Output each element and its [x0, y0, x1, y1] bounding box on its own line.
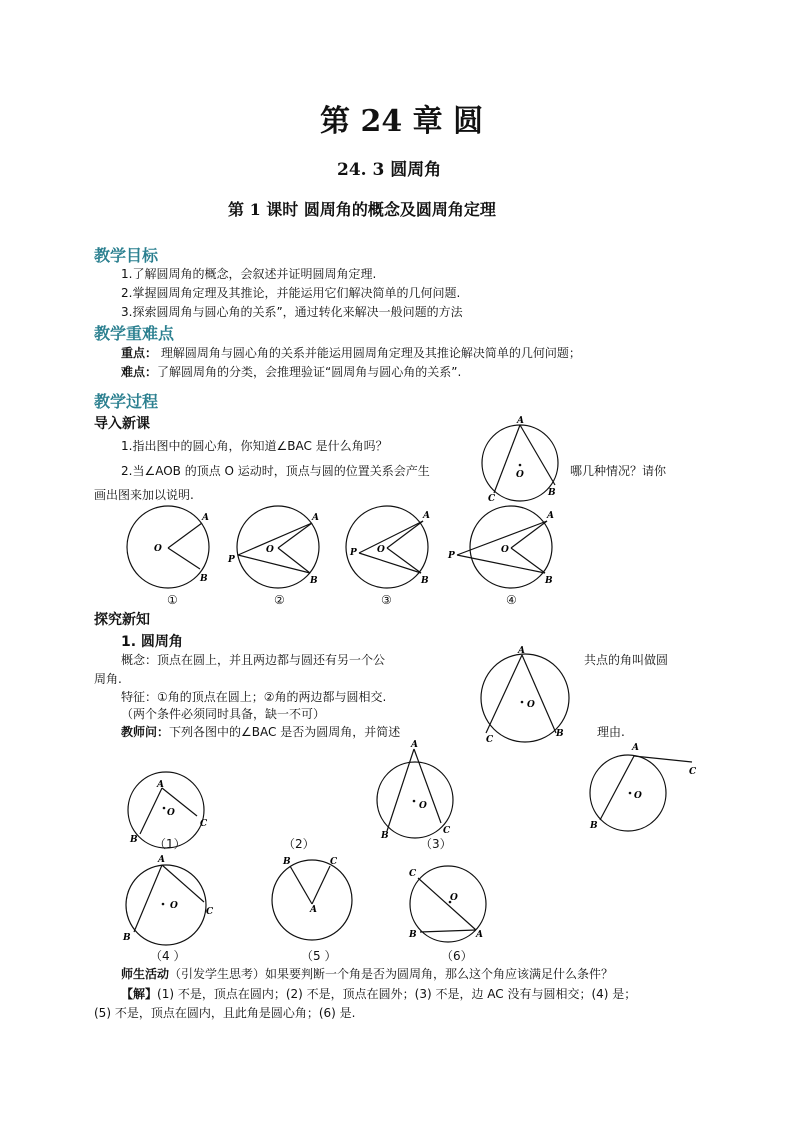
point-label: C: [488, 494, 496, 504]
chapter-title: 第 24 章 圆: [320, 104, 484, 139]
point-label: C: [206, 907, 214, 917]
teacher-question: [121, 724, 400, 740]
point-label: B: [409, 930, 417, 940]
question-caption: （6）: [441, 949, 473, 963]
point-label: B: [130, 835, 138, 845]
point-label: O: [450, 893, 458, 903]
point-label: O: [501, 545, 509, 555]
hard-label: 难点：: [121, 365, 158, 379]
question-figure-6: [400, 862, 500, 952]
question-1: 1.指出图中的圆心角，你知道∠BAC 是什么角吗？: [121, 439, 388, 453]
point-label: A: [310, 905, 317, 915]
figure-1: [124, 505, 224, 595]
hard-point-line: [121, 364, 461, 380]
figure-caption: ④: [506, 593, 517, 607]
question-caption: （5 ）: [301, 949, 337, 963]
point-label: A: [423, 511, 430, 521]
point-label: O: [167, 808, 175, 818]
point-label: A: [158, 855, 165, 865]
point-label: O: [154, 544, 162, 554]
question-caption: （3）: [420, 837, 452, 851]
section-title: 24. 3 圆周角: [337, 160, 442, 180]
point-label: O: [377, 545, 385, 555]
point-label: C: [689, 767, 697, 777]
point-label: A: [157, 780, 164, 790]
lesson-title: 第 1 课时 圆周角的概念及圆周角定理: [228, 200, 496, 219]
point-label: A: [517, 416, 524, 426]
point-label: C: [409, 869, 417, 879]
note-text: （两个条件必须同时具备，缺一不可）: [121, 707, 326, 721]
point-label: C: [200, 819, 208, 829]
intro-heading: 导入新课: [94, 416, 150, 432]
answer-text: (1) 不是，顶点在圆内；(2) 不是，顶点在圆外；(3) 不是，边 AC 没有与圆相交；(4) 是；: [157, 987, 637, 1001]
point-label: B: [310, 576, 318, 586]
process-heading: 教学过程: [94, 392, 159, 411]
point-label: O: [419, 801, 427, 811]
figure-caption: ②: [274, 593, 285, 607]
question-figure-3b: [585, 740, 695, 835]
point-label: B: [556, 729, 564, 739]
answer-line-2: (5) 不是，顶点在圆内，且此角是圆心角；(6) 是.: [94, 1006, 356, 1020]
point-label: B: [421, 576, 429, 586]
question-2-part-c: 画出图来加以说明.: [94, 488, 194, 502]
figure-caption: ①: [167, 593, 178, 607]
point-label: A: [411, 740, 418, 750]
point-label: C: [443, 826, 451, 836]
point-label: B: [548, 488, 556, 498]
hard-text: 了解圆周角的分类，会推理验证“圆周角与圆心角的关系”.: [157, 365, 462, 379]
activity-line: [121, 966, 613, 982]
point-label: B: [545, 576, 553, 586]
point-label: A: [547, 511, 554, 521]
question-2-part-b: 哪几种情况？请你: [570, 464, 667, 478]
point-label: A: [202, 513, 209, 523]
figure-3: [345, 505, 445, 595]
point-label: C: [486, 735, 494, 745]
point-label: P: [228, 555, 235, 565]
figure-4: [445, 505, 565, 595]
explore-heading: 探究新知: [94, 612, 150, 628]
answer-label: 【解】: [121, 987, 158, 1001]
concept-part-b: 共点的角叫做圆: [584, 653, 669, 667]
goals-heading: 教学目标: [94, 246, 159, 265]
goal-item: 3.探索圆周角与圆心角的关系”，通过转化来解决一般问题的方法: [121, 305, 463, 319]
point-label: B: [381, 831, 389, 841]
point-label: O: [170, 901, 178, 911]
question-caption: （4 ）: [150, 949, 186, 963]
feature-text: 特征：①角的顶点在圆上；②角的两边都与圆相交.: [121, 690, 387, 704]
point-label: O: [266, 545, 274, 555]
key-point-line: [121, 345, 581, 361]
key-label: 重点：: [121, 346, 158, 360]
activity-text: （引发学生思考）如果要判断一个角是否为圆周角，那么这个角应该满足什么条件？: [169, 967, 614, 981]
answer-line-1: [121, 986, 636, 1002]
point-label: O: [634, 791, 642, 801]
point-label: A: [312, 513, 319, 523]
point-label: A: [518, 646, 525, 656]
point-label: B: [123, 933, 131, 943]
point-label: A: [476, 930, 483, 940]
question-caption: （2）: [283, 837, 315, 851]
figure-2: [228, 505, 328, 595]
point-label: P: [350, 548, 357, 558]
concept-part-c: 周角.: [94, 672, 122, 686]
activity-label: 师生活动: [121, 967, 170, 981]
goal-item: 2.掌握圆周角定理及其推论，并能运用它们解决简单的几何问题.: [121, 286, 461, 300]
question-figure-3: [375, 740, 465, 845]
question-figure-5: [268, 852, 358, 947]
point-label: A: [632, 743, 639, 753]
teacher-question-tail: 理由.: [597, 725, 625, 739]
teacher-label: 教师问：: [121, 725, 170, 739]
intro-circle-figure: [480, 415, 570, 505]
figure-caption: ③: [381, 593, 392, 607]
point-label: B: [200, 574, 208, 584]
key-points-heading: 教学重难点: [94, 324, 175, 343]
point-label: B: [283, 857, 291, 867]
key-text: 理解圆周角与圆心角的关系并能运用圆周角定理及其推论解决简单的几何问题；: [157, 346, 581, 360]
point-label: O: [516, 470, 524, 480]
point-label: O: [527, 700, 535, 710]
goal-item: 1.了解圆周角的概念，会叙述并证明圆周角定理.: [121, 267, 377, 281]
question-caption: （1）: [154, 837, 186, 851]
inscribed-angle-heading: 1. 圆周角: [121, 634, 183, 650]
point-label: B: [590, 821, 598, 831]
question-figure-4: [120, 850, 220, 950]
point-label: C: [330, 857, 338, 867]
concept-circle-figure: [476, 645, 586, 745]
concept-part-a: 概念：顶点在圆上，并且两边都与圆还有另一个公: [121, 653, 386, 667]
question-2-part-a: 2.当∠AOB 的顶点 O 运动时，顶点与圆的位置关系会产生: [121, 464, 430, 478]
point-label: P: [448, 551, 455, 561]
teacher-text: 下列各图中的∠BAC 是否为圆周角，并简述: [169, 725, 401, 739]
